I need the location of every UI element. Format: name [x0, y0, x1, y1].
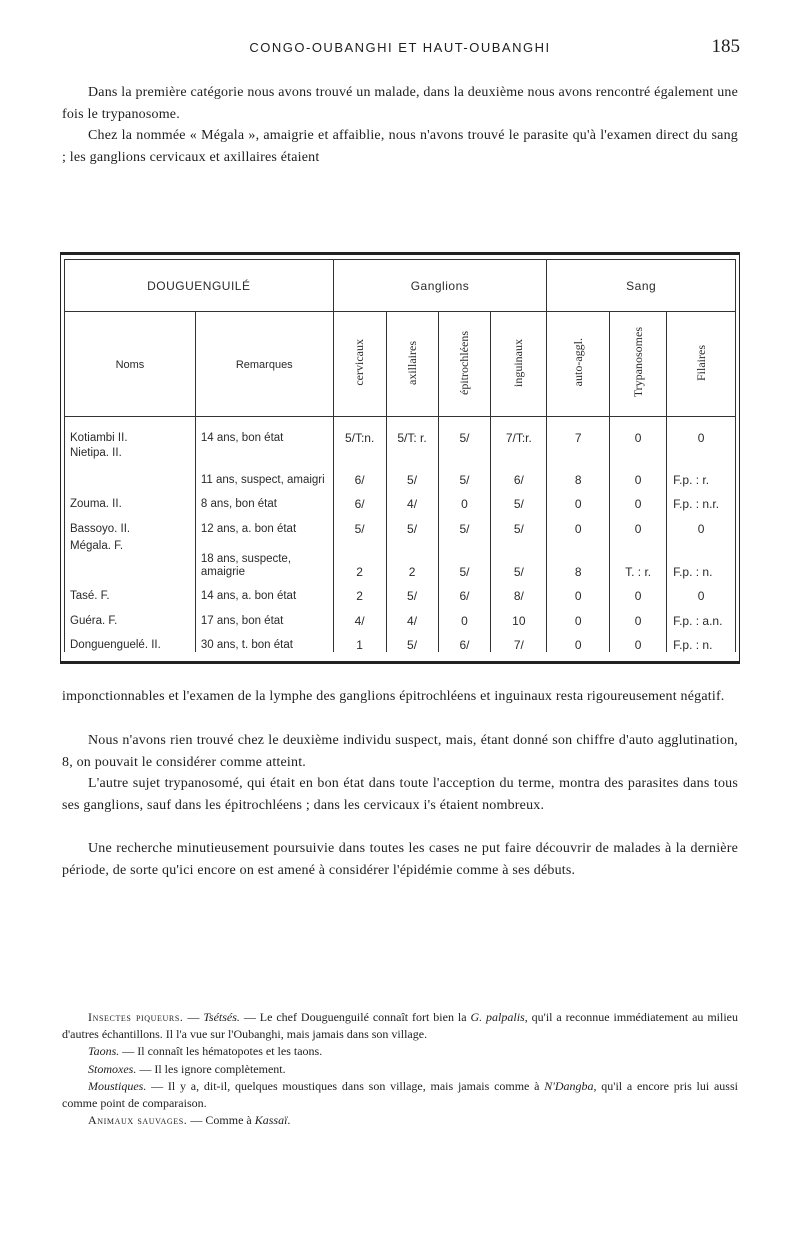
- cell-remarques: 30 ans, t. bon état: [195, 628, 333, 652]
- cell-nom: Donguenguelé. II.: [65, 628, 196, 652]
- cell-epitrochleens: 5/: [438, 445, 491, 487]
- cell-cervicaux: 4/: [333, 603, 386, 628]
- cell-epitrochleens: 0: [438, 487, 491, 511]
- cell-filaires: 0: [667, 511, 736, 536]
- cell-epitrochleens: 5/: [438, 423, 491, 445]
- cell-cervicaux: 5/T:n.: [333, 423, 386, 445]
- table-row: [65, 579, 736, 603]
- header-cervicaux: cervicaux: [333, 312, 386, 417]
- running-head: [0, 36, 800, 62]
- cell-filaires: F.p. : n.r.: [667, 487, 736, 511]
- cell-trypanosomes: 0: [610, 603, 667, 628]
- table-row: [65, 536, 736, 579]
- cell-nom: Guéra. F.: [65, 603, 196, 628]
- cell-inguinaux: 8/: [491, 579, 547, 603]
- cell-auto-aggl: 7: [547, 423, 610, 445]
- cell-trypanosomes: 0: [610, 487, 667, 511]
- header-noms: Noms: [65, 312, 196, 417]
- cell-inguinaux: 5/: [491, 487, 547, 511]
- cell-auto-aggl: 0: [547, 487, 610, 511]
- note-moustiques: Moustiques. — Il y a, dit-il, quelques moustiques dans son village, mais jamais comme à N'Dangba, qu'il a encore pris lui aussi comme point de comparaison.: [62, 1078, 738, 1111]
- paragraph-intro-1: Dans la première catégorie nous avons trouvé un malade, dans la deuxième nous avons rencontré également une fois le trypanosome.: [62, 85, 739, 122]
- table-row: [65, 445, 736, 487]
- cell-nom: Mégala. F.: [65, 536, 196, 579]
- header-axillaires: axillaires: [386, 312, 438, 417]
- page-number: 185: [711, 36, 740, 57]
- cell-remarques: 18 ans, suspecte, amaigrie: [195, 536, 333, 579]
- field-notes: [62, 1009, 738, 1129]
- header-village: DOUGUENGUILÉ: [65, 260, 334, 312]
- cell-filaires: F.p. : n.: [667, 536, 736, 579]
- cell-axillaires: 5/: [386, 628, 438, 652]
- results-table-frame: [60, 252, 740, 664]
- results-table: [64, 259, 736, 652]
- cell-remarques: 8 ans, bon état: [195, 487, 333, 511]
- header-epitrochleens: épitrochléens: [438, 312, 491, 417]
- cell-axillaires: 5/: [386, 511, 438, 536]
- header-inguinaux: inguinaux: [491, 312, 547, 417]
- cell-remarques: 12 ans, a. bon état: [195, 511, 333, 536]
- header-trypanosomes: Trypanosomes: [610, 312, 667, 417]
- cell-cervicaux: 5/: [333, 511, 386, 536]
- note-taons-label: Taons.: [88, 1044, 120, 1059]
- cell-trypanosomes: T. : r.: [610, 536, 667, 579]
- cell-axillaires: 5/T: r.: [386, 423, 438, 445]
- cell-nom: Bassoyo. II.: [65, 511, 196, 536]
- cell-inguinaux: 5/: [491, 536, 547, 579]
- cell-auto-aggl: 0: [547, 511, 610, 536]
- paragraph-body-3: L'autre sujet trypanosomé, qui était en bon état dans toute l'acception du terme, montra des parasites dans tous ses ganglions, sauf dans les épitrochléens ; dans les cervicaux i's étaient nombreux.: [62, 776, 738, 813]
- cell-nom: Kotiambi II.: [65, 423, 196, 445]
- note-taons: Taons. — Il connaît les hématopotes et les taons.: [88, 1044, 323, 1059]
- cell-inguinaux: 6/: [491, 445, 547, 487]
- note-place-kassai: Kassaï: [254, 1113, 288, 1128]
- cell-auto-aggl: 0: [547, 603, 610, 628]
- table-row: [65, 603, 736, 628]
- cell-inguinaux: 10: [491, 603, 547, 628]
- header-sang: Sang: [547, 260, 736, 312]
- cell-auto-aggl: 8: [547, 536, 610, 579]
- cell-trypanosomes: 0: [610, 628, 667, 652]
- cell-filaires: F.p. : a.n.: [667, 603, 736, 628]
- cell-auto-aggl: 8: [547, 445, 610, 487]
- cell-trypanosomes: 0: [610, 423, 667, 445]
- note-stomoxes-label: Stomoxes.: [88, 1061, 137, 1076]
- cell-nom: Tasé. F.: [65, 579, 196, 603]
- cell-trypanosomes: 0: [610, 511, 667, 536]
- paragraph-body-4: Une recherche minutieusement poursuivie dans toutes les cases ne put faire découvrir de malades à la dernière période, de sorte qu'ici encore on est amené à considérer l'épidémie comme à ses débuts.: [62, 841, 738, 878]
- cell-cervicaux: 2: [333, 579, 386, 603]
- cell-epitrochleens: 6/: [438, 579, 491, 603]
- cell-remarques: 11 ans, suspect, amaigri: [195, 445, 333, 487]
- note-tsetses-label: Tsétsés.: [203, 1010, 240, 1024]
- cell-cervicaux: 6/: [333, 487, 386, 511]
- header-filaires: Filaires: [667, 312, 736, 417]
- table-row: [65, 487, 736, 511]
- cell-epitrochleens: 6/: [438, 628, 491, 652]
- note-insectes: Insectes piqueurs. — Tsétsés. — Le chef Douguenguilé connaît fort bien la G. palpalis, qu'il a reconnue immédiatement au milieu d'autres échantillons. Il l'a vue sur l'Oubanghi, mais jamais dans son village.: [62, 1010, 739, 1042]
- cell-axillaires: 5/: [386, 579, 438, 603]
- note-animaux: Animaux sauvages. — Comme à Kassaï.: [88, 1113, 291, 1128]
- header-remarques: Remarques: [195, 312, 333, 417]
- cell-axillaires: 4/: [386, 603, 438, 628]
- note-species: G. palpalis: [470, 1010, 525, 1024]
- note-place-ndangba: N'Dangba: [544, 1078, 594, 1093]
- cell-filaires: 0: [667, 423, 736, 445]
- cell-axillaires: 5/: [386, 445, 438, 487]
- cell-filaires: F.p. : n.: [667, 628, 736, 652]
- cell-filaires: F.p. : r.: [667, 445, 736, 487]
- cell-trypanosomes: 0: [610, 445, 667, 487]
- cell-inguinaux: 7/: [491, 628, 547, 652]
- paragraph-body-1: imponctionnables et l'examen de la lymphe des ganglions épitrochléens et inguinaux resta rigoureusement négatif.: [62, 689, 725, 704]
- header-ganglions: Ganglions: [333, 260, 547, 312]
- cell-cervicaux: 1: [333, 628, 386, 652]
- running-title: CONGO-OUBANGHI ET HAUT-OUBANGHI: [249, 40, 551, 55]
- cell-auto-aggl: 0: [547, 579, 610, 603]
- cell-axillaires: 4/: [386, 487, 438, 511]
- cell-nom: Nietipa. II.: [65, 445, 196, 487]
- cell-remarques: 17 ans, bon état: [195, 603, 333, 628]
- cell-trypanosomes: 0: [610, 579, 667, 603]
- table-row: [65, 511, 736, 536]
- cell-remarques: 14 ans, bon état: [195, 423, 333, 445]
- cell-remarques: 14 ans, a. bon état: [195, 579, 333, 603]
- note-moustiques-label: Moustiques.: [88, 1078, 147, 1093]
- cell-filaires: 0: [667, 579, 736, 603]
- cell-auto-aggl: 0: [547, 628, 610, 652]
- cell-cervicaux: 6/: [333, 445, 386, 487]
- cell-axillaires: 2: [386, 536, 438, 579]
- note-insectes-heading: Insectes piqueurs.: [88, 1010, 184, 1024]
- table-row: [65, 423, 736, 445]
- cell-epitrochleens: 5/: [438, 536, 491, 579]
- cell-inguinaux: 5/: [491, 511, 547, 536]
- cell-inguinaux: 7/T:r.: [491, 423, 547, 445]
- paragraph-body-2: Nous n'avons rien trouvé chez le deuxième individu suspect, mais, étant donné son chiffre d'auto agglutination, 8, on pouvait le considérer comme atteint.: [62, 733, 738, 770]
- cell-nom: Zouma. II.: [65, 487, 196, 511]
- cell-cervicaux: 2: [333, 536, 386, 579]
- note-animaux-heading: Animaux sauvages.: [88, 1113, 188, 1128]
- table-row: [65, 628, 736, 652]
- paragraph-intro-2: Chez la nommée « Mégala », amaigrie et affaiblie, nous n'avons trouvé le parasite qu'à l'examen direct du sang ; les ganglions cervicaux et axillaires étaient: [62, 128, 738, 165]
- header-auto-aggl: auto-aggl.: [547, 312, 610, 417]
- cell-epitrochleens: 0: [438, 603, 491, 628]
- cell-epitrochleens: 5/: [438, 511, 491, 536]
- note-stomoxes: Stomoxes. — Il les ignore complètement.: [88, 1061, 286, 1076]
